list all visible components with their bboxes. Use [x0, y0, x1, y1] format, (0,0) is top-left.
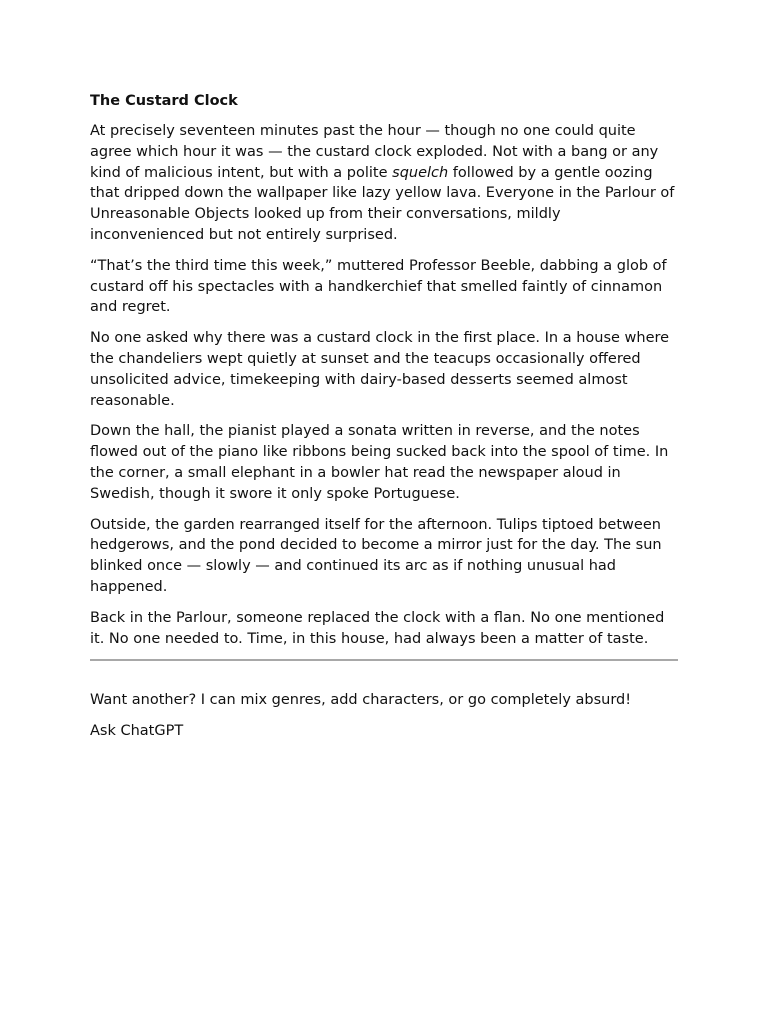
paragraph-text: followed by a gentle oozing that dripped down the wallpaper like lazy yellow lava. Everyone in the Parlour of Unreasonable Objects looked up from their conversations, mildly inconvenienced but not entirely surprised. [90, 164, 675, 243]
story-title: The Custard Clock [90, 93, 238, 109]
story-paragraph-6: Back in the Parlour, someone replaced the clock with a flan. No one mentioned it. No one needed to. Time, in this house, had always been a matter of taste. [90, 609, 665, 647]
paragraph-text: At precisely seventeen minutes past the hour — though no one could quite agree which hour it was — the custard clock exploded. Not with a bang or any kind of malicious intent, but with a polite [90, 123, 659, 181]
story-paragraph-3: No one asked why there was a custard clock in the first place. In a house where the chandeliers wept quietly at sunset and the teacups occasionally offered unsolicited advice, timekeeping with dairy-based desserts seemed almost reasonable. [90, 330, 670, 409]
section-divider [90, 659, 678, 661]
story-paragraph-4: Down the hall, the pianist played a sonata written in reverse, and the notes flowed out of the piano like ribbons being sucked back into the spool of time. In the corner, a small elephant in a bowler hat read the newspaper aloud in Swedish, though it swore it only spoke Portuguese. [90, 423, 669, 502]
story-paragraph-5: Outside, the garden rearranged itself for the afternoon. Tulips tiptoed between hedgerows, and the pond decided to become a mirror just for the day. The sun blinked once — slowly — and continued its arc as if nothing unusual had happened. [90, 516, 662, 595]
story-paragraph-2: “That’s the third time this week,” muttered Professor Beeble, dabbing a glob of custard off his spectacles with a handkerchief that smelled faintly of cinnamon and regret. [90, 257, 667, 316]
emphasized-word: squelch [392, 164, 449, 181]
ask-chatgpt-link[interactable]: Ask ChatGPT [90, 723, 184, 740]
follow-up-prompt: Want another? I can mix genres, add characters, or go completely absurd! [90, 692, 632, 709]
document-body [90, 89, 678, 752]
story-paragraph-1 [90, 121, 678, 246]
